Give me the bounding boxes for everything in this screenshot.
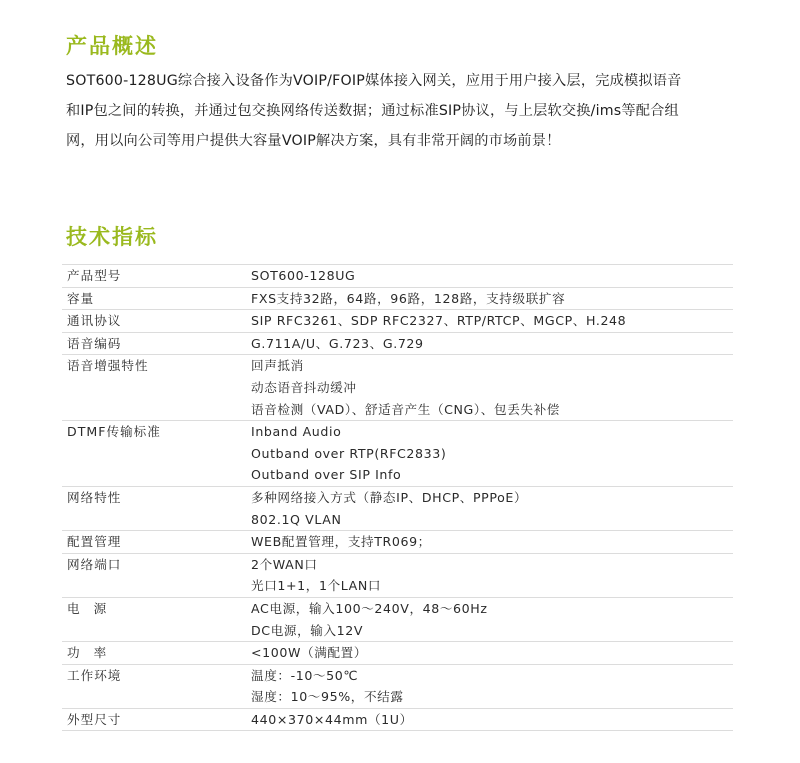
spec-label: 通讯协议 — [67, 313, 122, 329]
spec-row-model — [62, 265, 733, 288]
spec-label: 网络特性 — [67, 489, 122, 505]
spec-label: 功率 — [67, 645, 121, 661]
spec-value: G.711A/U、G.723、G.729 — [251, 335, 424, 351]
overview-title: 产品概述 — [66, 34, 158, 58]
spec-row-protocol — [62, 310, 733, 333]
spec-label: 电源 — [67, 600, 121, 616]
spec-row-environment — [62, 664, 733, 708]
spec-value: 440×370×44mm（1U） — [251, 711, 413, 727]
spec-value: <100W（满配置） — [251, 645, 368, 661]
spec-row-codec — [62, 332, 733, 355]
spec-value: SOT600-128UG — [251, 268, 356, 283]
spec-label: 外型尺寸 — [67, 711, 122, 727]
spec-value: Inband Audio Outband over RTP(RFC2833) Outband over SIP Info — [251, 424, 447, 483]
specs-title: 技术指标 — [66, 225, 158, 249]
overview-line: 和IP包之间的转换，并通过包交换网络传送数据；通过标准SIP协议，与上层软交换/ims等配合组 — [66, 103, 679, 119]
spec-value: WEB配置管理，支持TR069； — [251, 534, 431, 550]
overview-line: 网，用以向公司等用户提供大容量VOIP解决方案，具有非常开阔的市场前景！ — [66, 133, 561, 149]
spec-label: DTMF传输标准 — [67, 424, 161, 440]
spec-table — [62, 264, 733, 731]
overview-line: SOT600-128UG综合接入设备作为VOIP/FOIP媒体接入网关，应用于用户接入层，完成模拟语音 — [66, 73, 682, 89]
spec-value: SIP RFC3261、SDP RFC2327、RTP/RTCP、MGCP、H.248 — [251, 313, 627, 329]
spec-row-config — [62, 531, 733, 554]
spec-value: FXS支持32路，64路，96路，128路，支持级联扩容 — [251, 290, 566, 306]
spec-label: 工作环境 — [67, 667, 122, 683]
spec-value: 回声抵消 动态语音抖动缓冲 语音检测（VAD）、舒适音产生（CNG）、包丢失补偿 — [251, 358, 560, 417]
spec-value: 多种网络接入方式（静态IP、DHCP、PPPoE） 802.1Q VLAN — [251, 489, 528, 527]
spec-value: 2个WAN口 光口1+1，1个LAN口 — [251, 556, 382, 594]
spec-row-network — [62, 486, 733, 530]
spec-row-dimensions — [62, 708, 733, 731]
spec-label: 配置管理 — [67, 534, 122, 550]
spec-label: 产品型号 — [67, 268, 122, 283]
spec-row-dtmf — [62, 421, 733, 487]
spec-label: 语音编码 — [67, 335, 122, 351]
spec-label: 容量 — [67, 290, 95, 306]
spec-row-power-supply — [62, 597, 733, 641]
spec-row-voice-enhancement — [62, 355, 733, 421]
spec-label: 网络端口 — [67, 556, 122, 572]
overview-paragraph — [66, 66, 756, 156]
spec-value: AC电源，输入100～240V，48～60Hz DC电源，输入12V — [251, 600, 488, 638]
spec-row-power — [62, 642, 733, 665]
spec-row-ports — [62, 553, 733, 597]
spec-label: 语音增强特性 — [67, 358, 149, 374]
spec-value: 温度：-10～50℃ 湿度：10～95%，不结露 — [251, 667, 404, 705]
spec-row-capacity — [62, 287, 733, 310]
